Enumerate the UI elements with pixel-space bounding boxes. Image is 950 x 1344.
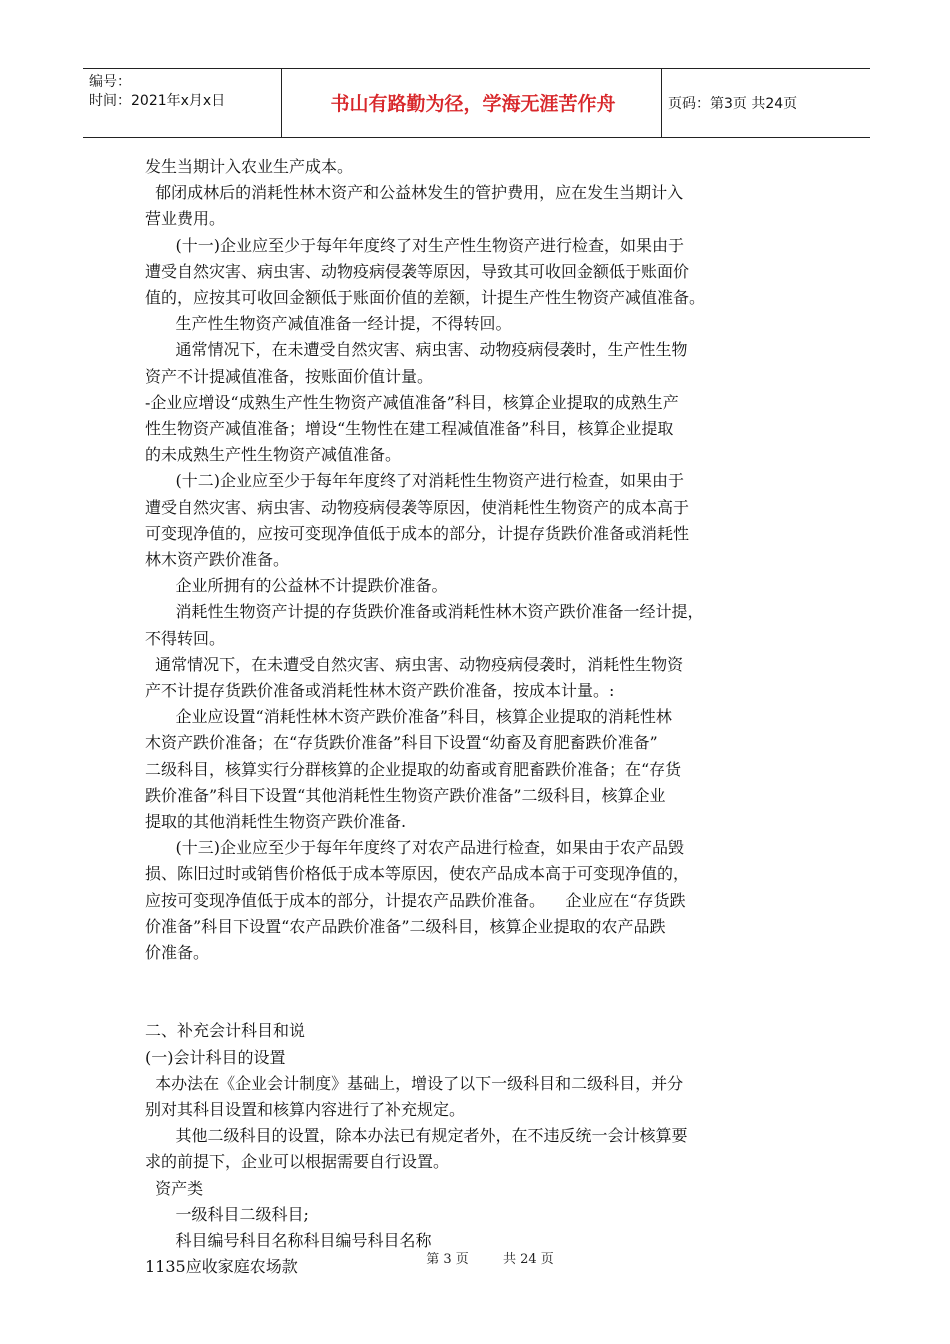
category-label: 资产类: [145, 1178, 204, 1198]
header-page-label: 页码：第3页 共24页: [668, 96, 798, 112]
text-line: 通常情况下，在未遭受自然灾害、病虫害、动物疫病侵袭时，生产性生物: [145, 340, 688, 360]
footer-page-number: 第 3 页: [426, 1252, 469, 1267]
text-line: (十二)企业应至少于每年年度终了对消耗性生物资产进行检查，如果由于: [145, 471, 685, 491]
text-line: 价准备”科目下设置“农产品跌价准备”二级科目，核算企业提取的农产品跌: [145, 916, 666, 936]
header-meta: [89, 73, 225, 111]
text-line: 不得转回。: [145, 628, 226, 648]
text-line: 生产性生物资产减值准备一经计提，不得转回。: [145, 314, 512, 334]
text-line: 林木资产跌价准备。: [145, 550, 290, 570]
header-motto: 书山有路勤为径，学海无涯苦作舟: [330, 93, 616, 115]
text-line: 求的前提下，企业可以根据需要自行设置。: [145, 1152, 450, 1172]
text-line: (十一)企业应至少于每年年度终了对生产性生物资产进行检查，如果由于: [145, 235, 685, 255]
text-line: 营业费用。: [145, 209, 226, 229]
text-line: 别对其科目设置和核算内容进行了补充规定。: [145, 1099, 466, 1119]
text-line: (十三)企业应至少于每年年度终了对农产品进行检查，如果由于农产品毁: [145, 838, 685, 858]
date-label: 时间：2021年x月x日: [89, 93, 226, 109]
text-line: 值的，应按其可收回金额低于账面价值的差额，计提生产性生物资产减值准备。: [145, 288, 706, 308]
text-line: 资产不计提减值准备，按账面价值计量。: [145, 366, 434, 386]
paragraph-gap: [145, 966, 815, 1018]
text-line: 提取的其他消耗性生物资产跌价准备.: [145, 812, 407, 832]
text-line: 企业应设置“消耗性林木资产跌价准备”科目，核算企业提取的消耗性林: [145, 707, 672, 727]
text-line: 价准备。: [145, 943, 210, 963]
header-divider: [281, 69, 282, 137]
page-header: [83, 68, 870, 138]
footer-page-total: 共 24 页: [502, 1252, 554, 1267]
text-line: 性生物资产减值准备；增设“生物性在建工程减值准备”科目，核算企业提取: [145, 419, 674, 439]
header-divider: [661, 69, 662, 137]
text-line: -企业应增设“成熟生产性生物资产减值准备”科目，核算企业提取的成熟生产: [145, 392, 679, 412]
text-line: 产不计提存货跌价准备或消耗性林木资产跌价准备，按成本计量。:: [145, 681, 615, 701]
section-heading: 二、补充会计科目和说: [145, 1021, 306, 1041]
text-line: 郁闭成林后的消耗性林木资产和公益林发生的管护费用，应在发生当期计入: [145, 183, 684, 203]
number-label: 编号：: [89, 74, 131, 90]
text-line: 二级科目，核算实行分群核算的企业提取的幼畜或育肥畜跌价准备；在“存货: [145, 759, 682, 779]
text-line: 科目编号科目名称科目编号科目名称: [145, 1230, 432, 1250]
text-line: 一级科目二级科目;: [145, 1204, 309, 1224]
account-entry: 1135应收家庭农场款: [145, 1257, 298, 1277]
text-line: 的未成熟生产性生物资产减值准备。: [145, 445, 402, 465]
page-footer: [0, 1248, 950, 1267]
subsection-heading: (一)会计科目的设置: [145, 1047, 286, 1067]
text-line: 企业所拥有的公益林不计提跌价准备。: [145, 576, 448, 596]
text-line: 消耗性生物资产计提的存货跌价准备或消耗性林木资产跌价准备一经计提，: [145, 602, 704, 622]
text-line: 木资产跌价准备；在“存货跌价准备”科目下设置“幼畜及育肥畜跌价准备”: [145, 733, 658, 753]
text-line: 通常情况下，在未遭受自然灾害、病虫害、动物疫病侵袭时，消耗性生物资: [145, 654, 684, 674]
text-line: 跌价准备”科目下设置“其他消耗性生物资产跌价准备”二级科目，核算企业: [145, 785, 666, 805]
text-line: 损、陈旧过时或销售价格低于成本等原因，使农产品成本高于可变现净值的，: [145, 864, 690, 884]
text-line: 应按可变现净值低于成本的部分，计提农产品跌价准备。 企业应在“存货跌: [145, 890, 686, 910]
text-line: 发生当期计入农业生产成本。: [145, 157, 354, 176]
text-line: 遭受自然灾害、病虫害、动物疫病侵袭等原因，导致其可收回金额低于账面价: [145, 261, 690, 281]
text-line: 本办法在《企业会计制度》基础上，增设了以下一级科目和二级科目，并分: [145, 1073, 684, 1093]
text-line: 遭受自然灾害、病虫害、动物疫病侵袭等原因，使消耗性生物资产的成本高于: [145, 497, 690, 517]
text-line: 其他二级科目的设置，除本办法已有规定者外，在不违反统一会计核算要: [145, 1126, 688, 1146]
document-body: [145, 154, 815, 1280]
text-line: 可变现净值的，应按可变现净值低于成本的部分，计提存货跌价准备或消耗性: [145, 523, 690, 543]
